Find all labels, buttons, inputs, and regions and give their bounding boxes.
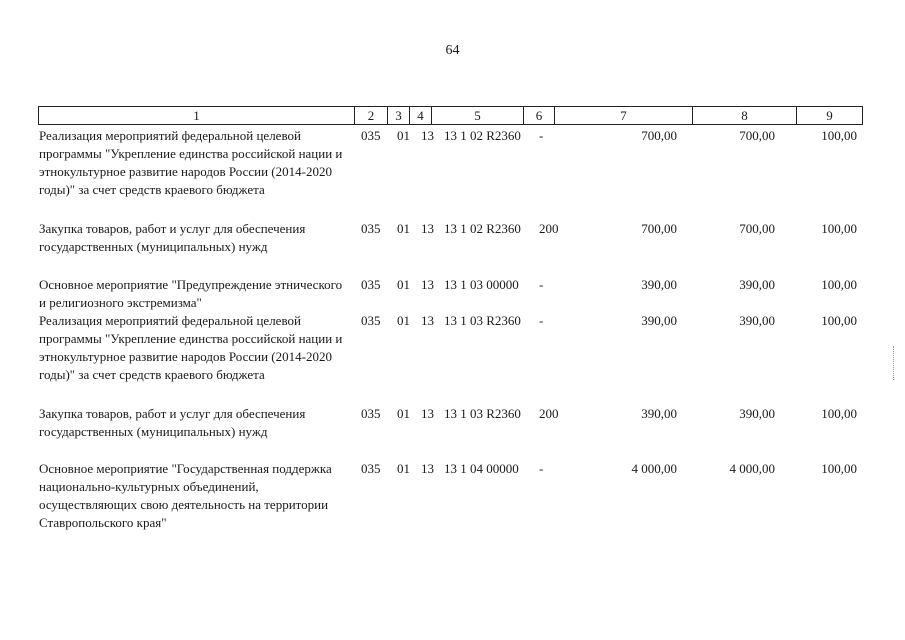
row-col-3: 01 <box>397 313 410 328</box>
page-number: 64 <box>445 43 460 58</box>
row-col-7: 390,00 <box>641 313 677 328</box>
row-col-4: 13 <box>421 221 434 236</box>
row-col-5: 13 1 03 R2360 <box>444 313 521 328</box>
row-name: Реализация мероприятий федеральной целевой программы "Укрепление единства российской нации и этнокультурное развитие народов России (2014-2020 годы)" за счет средств краевого бюджета <box>39 313 343 382</box>
row-col-6: - <box>539 461 544 476</box>
header-col-4: 4 <box>410 107 432 124</box>
row-col-2: 035 <box>361 128 381 143</box>
row-col-7: 700,00 <box>641 128 677 143</box>
row-col-6: - <box>539 128 544 143</box>
row-col-7: 390,00 <box>641 406 677 421</box>
row-col-8: 700,00 <box>739 128 775 143</box>
row-col-5: 13 1 03 00000 <box>444 277 519 292</box>
row-col-8: 390,00 <box>739 313 775 328</box>
header-col-3: 3 <box>388 107 410 124</box>
row-col-3: 01 <box>397 461 410 476</box>
row-col-3: 01 <box>397 406 410 421</box>
header-col-9: 9 <box>826 108 833 123</box>
row-col-5: 13 1 03 R2360 <box>444 406 521 421</box>
header-col-6: 6 <box>524 107 555 124</box>
row-col-9: 100,00 <box>821 277 857 292</box>
row-col-6: - <box>539 277 544 292</box>
row-name: Основное мероприятие "Государственная поддержка национально-культурных объединений, осуществляющих свою деятельность на территории Ставропольского края" <box>39 461 332 530</box>
row-name: Закупка товаров, работ и услуг для обеспечения государственных (муниципальных) нужд <box>39 406 306 439</box>
row-col-4: 13 <box>421 461 434 476</box>
row-col-3: 01 <box>397 128 410 143</box>
header-col-8: 8 <box>693 107 797 124</box>
row-col-9: 100,00 <box>821 128 857 143</box>
row-col-6: - <box>539 313 544 328</box>
row-col-8: 390,00 <box>739 277 775 292</box>
row-col-3: 01 <box>397 277 410 292</box>
row-col-5: 13 1 02 R2360 <box>444 221 521 236</box>
row-name: Реализация мероприятий федеральной целевой программы "Укрепление единства российской нации и этнокультурное развитие народов России (2014-2020 годы)" за счет средств краевого бюджета <box>39 128 343 197</box>
row-col-7: 4 000,00 <box>631 461 677 476</box>
row-col-8: 390,00 <box>739 406 775 421</box>
row-col-2: 035 <box>361 461 381 476</box>
row-col-2: 035 <box>361 406 381 421</box>
row-col-9: 100,00 <box>821 313 857 328</box>
row-col-4: 13 <box>421 406 434 421</box>
row-col-5: 13 1 04 00000 <box>444 461 519 476</box>
row-col-9: 100,00 <box>821 406 857 421</box>
header-col-1: 1 <box>39 107 355 124</box>
row-col-9: 100,00 <box>821 461 857 476</box>
row-col-8: 4 000,00 <box>729 461 775 476</box>
row-col-6: 200 <box>539 221 559 236</box>
row-col-5: 13 1 02 R2360 <box>444 128 521 143</box>
row-col-2: 035 <box>361 277 381 292</box>
scan-margin-marks <box>893 346 898 380</box>
row-col-4: 13 <box>421 277 434 292</box>
header-col-5: 5 <box>432 107 524 124</box>
row-col-2: 035 <box>361 221 381 236</box>
row-col-7: 390,00 <box>641 277 677 292</box>
row-col-2: 035 <box>361 313 381 328</box>
row-col-4: 13 <box>421 313 434 328</box>
row-name: Основное мероприятие "Предупреждение этнического и религиозного экстремизма" <box>39 277 343 310</box>
row-col-8: 700,00 <box>739 221 775 236</box>
row-col-7: 700,00 <box>641 221 677 236</box>
row-name: Закупка товаров, работ и услуг для обеспечения государственных (муниципальных) нужд <box>39 221 306 254</box>
row-col-4: 13 <box>421 128 434 143</box>
header-col-7: 7 <box>555 107 693 124</box>
row-col-6: 200 <box>539 406 559 421</box>
row-col-3: 01 <box>397 221 410 236</box>
row-col-9: 100,00 <box>821 221 857 236</box>
table-header <box>38 106 863 125</box>
header-col-2: 2 <box>355 107 388 124</box>
